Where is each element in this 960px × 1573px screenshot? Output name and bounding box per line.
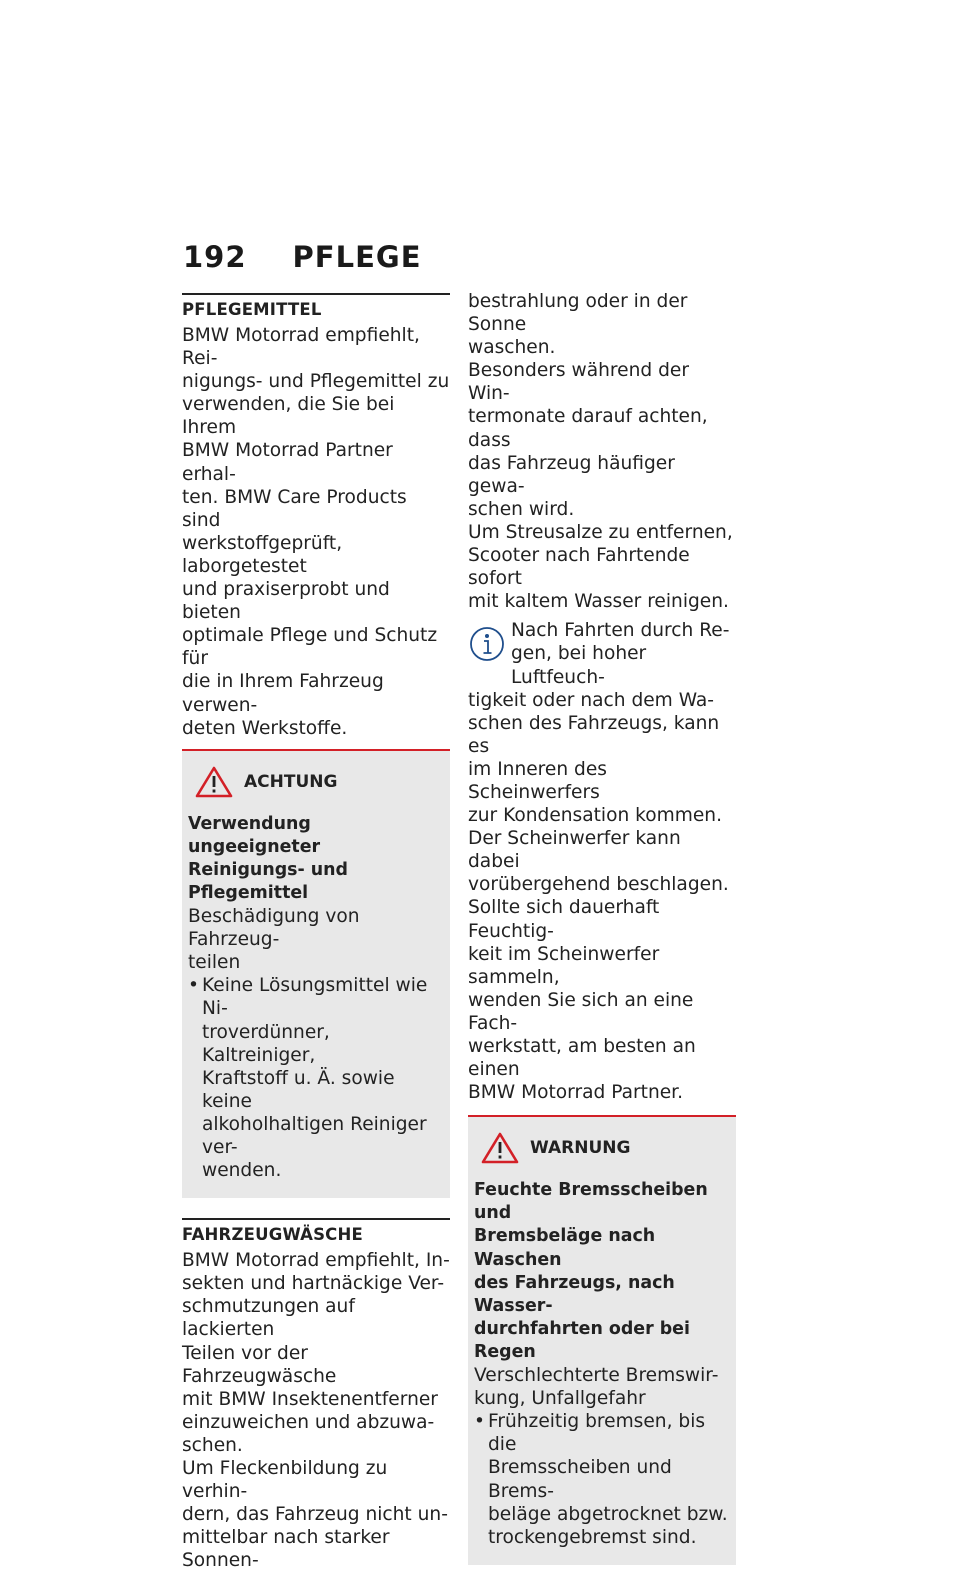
left-column xyxy=(182,293,450,1573)
text-line: mittelbar nach starker Sonnen- xyxy=(182,1527,390,1572)
text-line: waschen. xyxy=(468,337,556,359)
section-title-pflegemittel: PFLEGEMITTEL xyxy=(182,293,450,319)
text-line: mit kaltem Wasser reinigen. xyxy=(468,591,729,613)
text-line: sekten und hartnäckige Ver- xyxy=(182,1273,445,1295)
text-line: trockengebremst sind. xyxy=(488,1526,697,1548)
text-line: Beschädigung von Fahrzeug- xyxy=(188,906,360,951)
warning-triangle-icon xyxy=(194,765,234,799)
text-line: Nach Fahrten durch Re- xyxy=(511,620,730,642)
text-line: schmutzungen auf lackierten xyxy=(182,1296,355,1341)
section-fahrzeugwaesche xyxy=(182,1218,450,1572)
warnung-box xyxy=(468,1115,736,1565)
text-line: Besonders während der Win- xyxy=(468,360,689,405)
text-line: dern, das Fahrzeug nicht un- xyxy=(182,1504,448,1526)
text-line: schen des Fahrzeugs, kann es xyxy=(468,712,720,757)
info-note xyxy=(468,619,736,1104)
info-indent-text xyxy=(468,619,736,688)
page-number: 192 xyxy=(183,240,247,274)
info-text xyxy=(468,689,736,1105)
warning-triangle-icon xyxy=(480,1131,520,1165)
text-line: Verwendung ungeeigneter xyxy=(188,813,321,857)
text-line: und praxiserprobt und bieten xyxy=(182,579,390,624)
achtung-box xyxy=(182,749,450,1199)
achtung-bullet: • Keine Lösungsmittel wie Ni- troverdünner, Kaltreiniger, Kraftstoff u. Ä. sowie keine alkoholhaltigen Reiniger ver- wenden. xyxy=(188,974,444,1182)
text-line: termonate darauf achten, dass xyxy=(468,406,708,451)
right-column xyxy=(468,290,736,1565)
text-line: durchfahrten oder bei Regen xyxy=(474,1318,690,1362)
page-header xyxy=(183,240,422,274)
text-line: ten. BMW Care Products sind xyxy=(182,486,407,531)
text-line: gen, bei hoher Luftfeuch- xyxy=(511,643,647,688)
text-line: verwenden, die Sie bei Ihrem xyxy=(182,394,395,439)
text-line: optimale Pflege und Schutz für xyxy=(182,625,438,670)
fahrzeugwaesche-text xyxy=(182,1249,450,1572)
text-line: Der Scheinwerfer kann dabei xyxy=(468,828,681,873)
text-line: Teilen vor der Fahrzeugwäsche xyxy=(182,1342,337,1387)
achtung-consequence xyxy=(188,905,444,974)
text-line: teilen xyxy=(188,952,241,974)
text-line: wenden Sie sich an eine Fach- xyxy=(468,989,694,1034)
text-line: Scooter nach Fahrtende sofort xyxy=(468,545,690,590)
text-line: schen. xyxy=(182,1434,243,1456)
text-line: Um Fleckenbildung zu verhin- xyxy=(182,1458,388,1503)
warnung-label: WARNUNG xyxy=(530,1138,631,1159)
text-line: deten Werkstoffe. xyxy=(182,717,348,739)
text-line: tigkeit oder nach dem Wa- xyxy=(468,689,715,711)
text-line: Bremsbeläge nach Waschen xyxy=(474,1226,656,1270)
info-icon xyxy=(468,625,506,663)
text-line: BMW Motorrad Partner erhal- xyxy=(182,440,393,485)
warnung-bullet: • Frühzeitig bremsen, bis die Bremsscheiben und Brems- beläge abgetrocknet bzw. trockengebremst sind. xyxy=(474,1410,730,1549)
text-line: einzuweichen und abzuwa- xyxy=(182,1411,435,1433)
warnung-title xyxy=(474,1179,730,1364)
text-line: schen wird. xyxy=(468,498,575,520)
section-title-fahrzeugwaesche: FAHRZEUGWÄSCHE xyxy=(182,1218,450,1244)
text-line: beläge abgetrocknet bzw. xyxy=(488,1503,728,1525)
text-line: werkstoffgeprüft, laborgetestet xyxy=(182,532,343,577)
right-text xyxy=(468,290,736,613)
achtung-title xyxy=(188,813,444,905)
text-line: BMW Motorrad empfiehlt, Rei- xyxy=(182,325,420,370)
text-line: Sollte sich dauerhaft Feuchtig- xyxy=(468,897,660,942)
text-line: das Fahrzeug häufiger gewa- xyxy=(468,452,675,497)
text-line: BMW Motorrad empfiehlt, In- xyxy=(182,1250,450,1272)
text-line: Feuchte Bremsscheiben und xyxy=(474,1180,708,1224)
text-line: Um Streusalze zu entfernen, xyxy=(468,521,733,543)
text-line: zur Kondensation kommen. xyxy=(468,805,723,827)
text-line: im Inneren des Scheinwerfers xyxy=(468,758,607,803)
text-line: Frühzeitig bremsen, bis die xyxy=(488,1411,706,1456)
text-line: Kraftstoff u. Ä. sowie keine xyxy=(202,1067,395,1112)
text-line: Bremsscheiben und Brems- xyxy=(488,1457,672,1502)
text-line: Keine Lösungsmittel wie Ni- xyxy=(202,975,428,1020)
pflegemittel-text xyxy=(182,324,450,740)
text-line: bestrahlung oder in der Sonne xyxy=(468,291,688,336)
text-line: wenden. xyxy=(202,1160,282,1182)
chapter-title: PFLEGE xyxy=(292,240,422,274)
text-line: des Fahrzeugs, nach Wasser- xyxy=(474,1272,675,1316)
text-line: keit im Scheinwerfer sammeln, xyxy=(468,943,660,988)
text-line: troverdünner, Kaltreiniger, xyxy=(202,1021,330,1066)
text-line: werkstatt, am besten an einen xyxy=(468,1036,696,1081)
text-line: BMW Motorrad Partner. xyxy=(468,1082,684,1104)
text-line: Reinigungs- und Pflegemittel xyxy=(188,859,348,903)
text-line: alkoholhaltigen Reiniger ver- xyxy=(202,1113,427,1158)
text-line: kung, Unfallgefahr xyxy=(474,1388,646,1410)
section-pflegemittel xyxy=(182,293,450,740)
achtung-label: ACHTUNG xyxy=(244,771,338,792)
warnung-consequence xyxy=(474,1364,730,1410)
text-line: die in Ihrem Fahrzeug verwen- xyxy=(182,671,384,716)
text-line: Verschlechterte Bremswir- xyxy=(474,1365,719,1387)
text-line: mit BMW Insektenentferner xyxy=(182,1388,438,1410)
text-line: vorübergehend beschlagen. xyxy=(468,874,729,896)
text-line: nigungs- und Pflegemittel zu xyxy=(182,371,450,393)
